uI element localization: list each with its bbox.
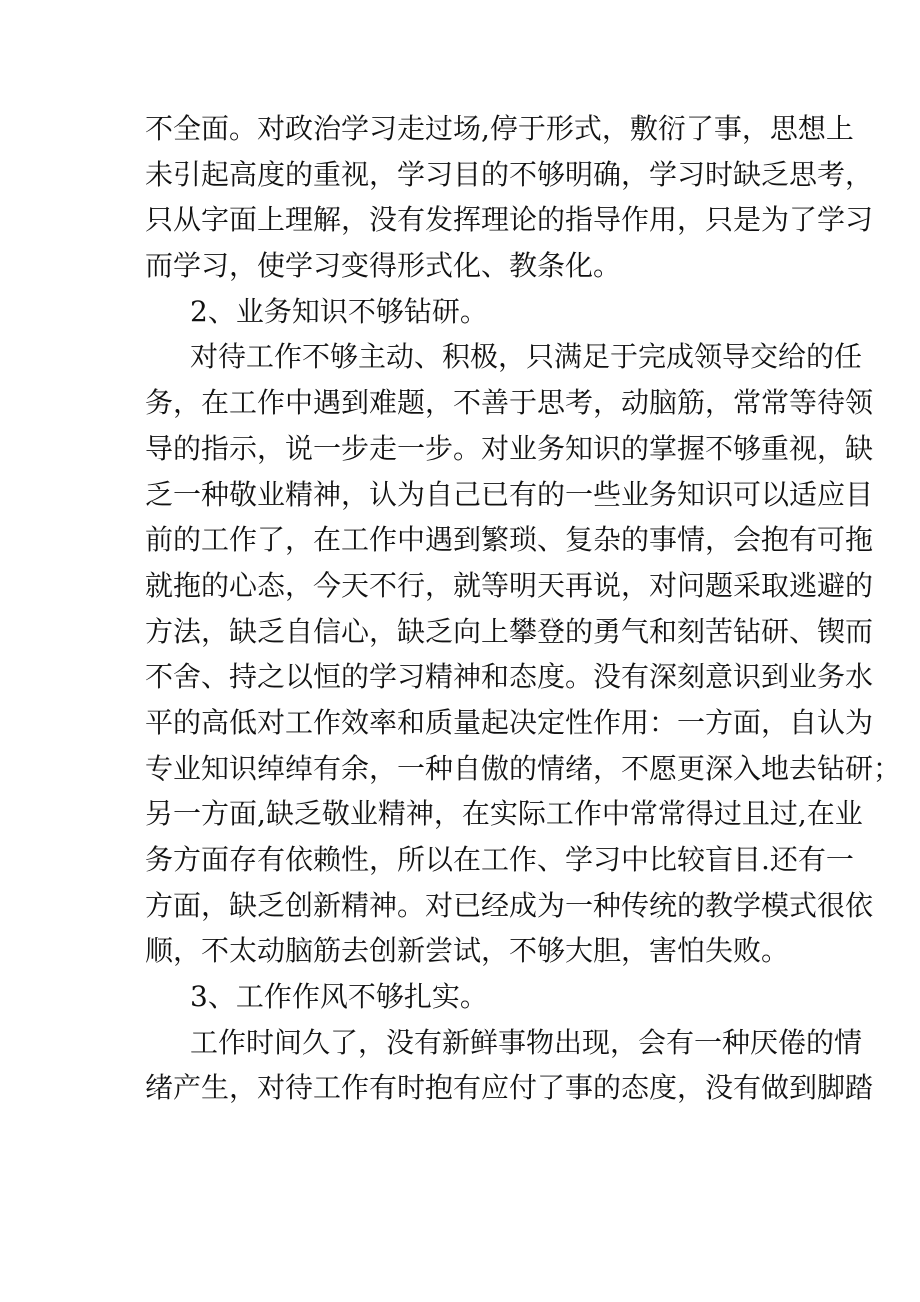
text-line: 就拖的心态，今天不行，就等明天再说，对问题采取逃避的 [145,568,874,602]
text-line: 未引起高度的重视，学习目的不够明确，学习时缺乏思考， [145,157,874,191]
section-heading: 2、业务知识不够钻研。 [190,294,488,328]
text-line: 对待工作不够主动、积极，只满足于完成领导交给的任 [190,340,863,374]
text-line: 导的指示，说一步走一步。对业务知识的掌握不够重视，缺 [145,431,874,465]
text-line: 方法，缺乏自信心，缺乏向上攀登的勇气和刻苦钻研、锲而 [145,614,874,648]
text-line: 不全面。对政治学习走过场,停于形式，敷衍了事，思想上 [145,112,854,145]
text-line: 乏一种敬业精神，认为自己已有的一些业务知识可以适应目 [145,477,874,511]
section-heading: 3、工作作风不够扎实。 [190,980,488,1014]
text-line: 务方面存有依赖性，所以在工作、学习中比较盲目.还有一 [145,843,854,876]
text-line: 平的高低对工作效率和质量起决定性作用：一方面，自认为 [145,705,874,739]
text-line: 不舍、持之以恒的学习精神和态度。没有深刻意识到业务水 [145,660,874,694]
text-line: 而学习，使学习变得形式化、教条化。 [145,249,622,283]
text-line: 务，在工作中遇到难题，不善于思考，动脑筋，常常等待领 [145,386,874,420]
text-line: 另一方面,缺乏敬业精神，在实际工作中常常得过且过,在业 [145,797,863,831]
text-line: 专业知识绰绰有余，一种自傲的情绪，不愿更深入地去钻研； [145,751,902,785]
text-line: 只从字面上理解，没有发挥理论的指导作用，只是为了学习 [145,203,874,237]
text-line: 前的工作了，在工作中遇到繁琐、复杂的事情，会抱有可拖 [145,523,874,557]
text-line: 顺，不太动脑筋去创新尝试，不够大胆，害怕失败。 [145,934,790,968]
text-line: 工作时间久了，没有新鲜事物出现，会有一种厌倦的情 [190,1025,863,1059]
text-line: 绪产生，对待工作有时抱有应付了事的态度，没有做到脚踏 [145,1071,874,1105]
text-line: 方面，缺乏创新精神。对已经成为一种传统的教学模式很依 [145,888,874,922]
document-body [145,106,902,1111]
